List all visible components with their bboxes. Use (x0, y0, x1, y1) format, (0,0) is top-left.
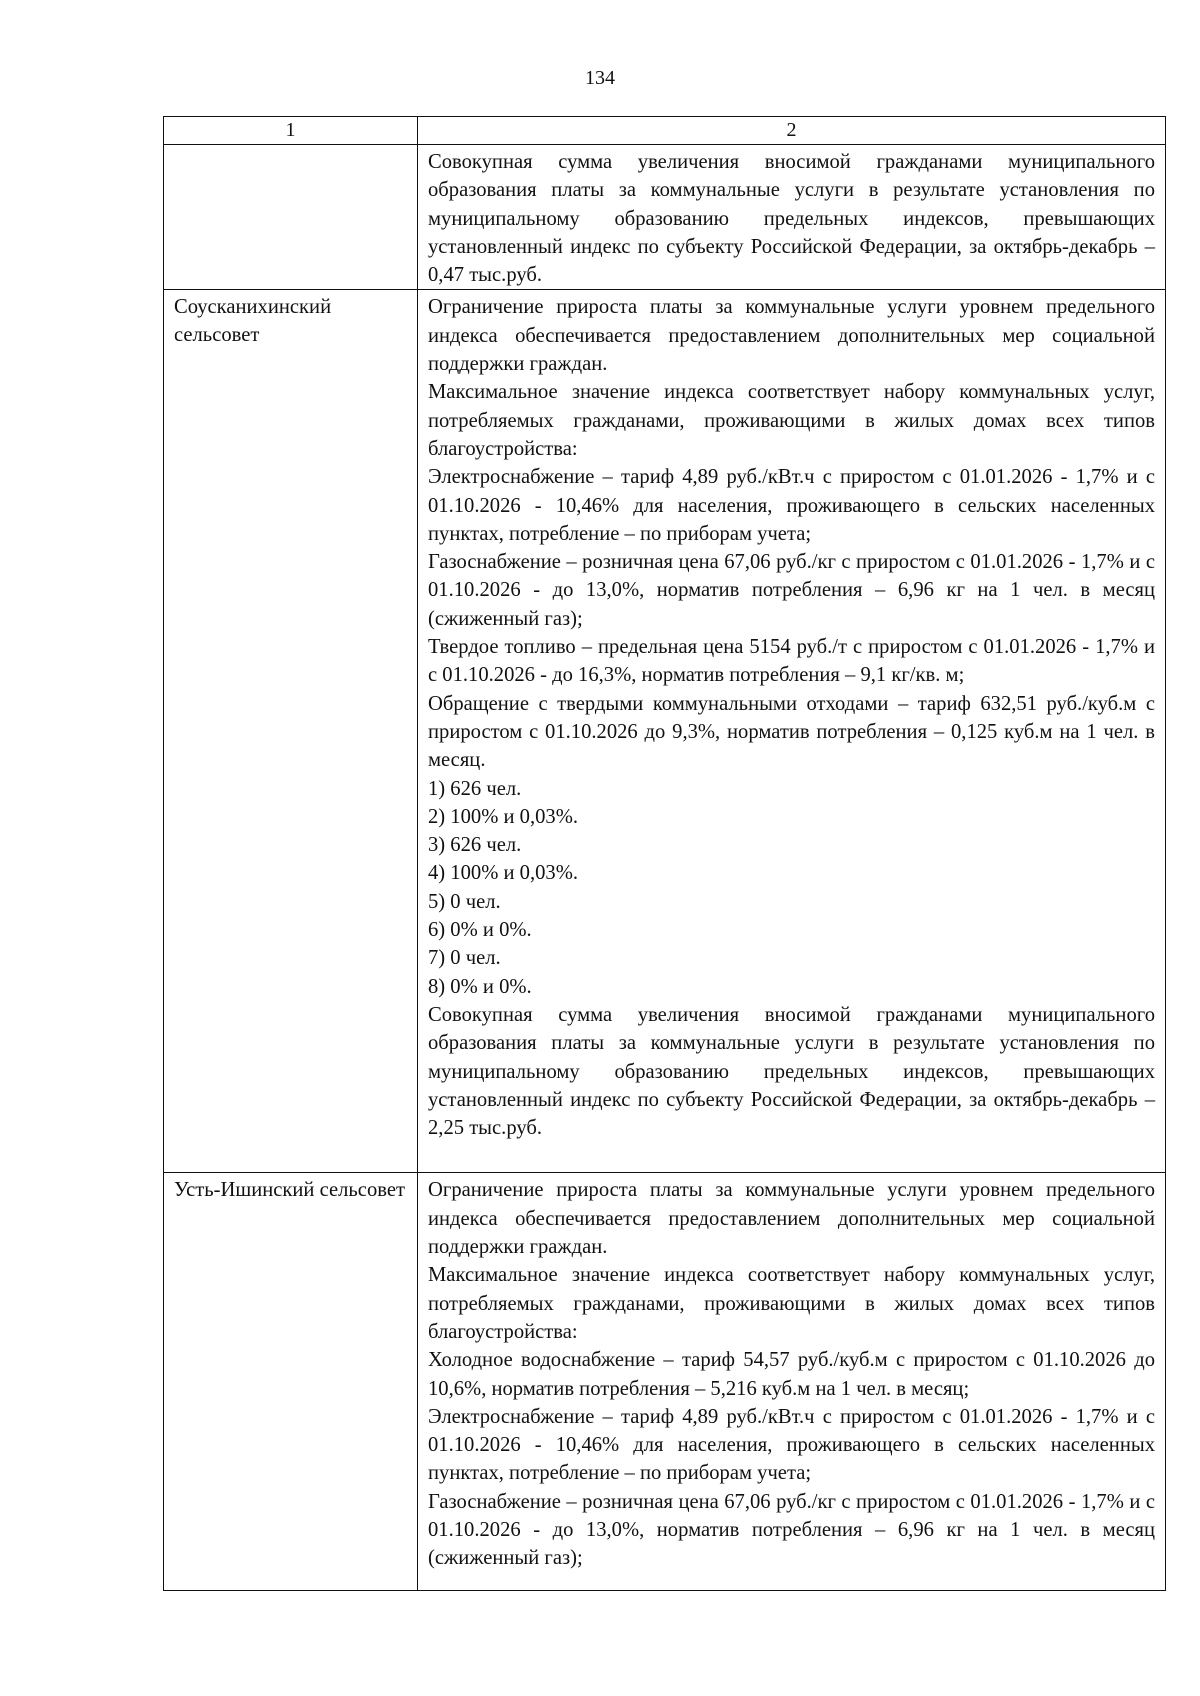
paragraph: Электроснабжение – тариф 4,89 руб./кВт.ч с приростом с 01.01.2026 - 1,7% и с 01.10.2026 - 10,46% для населения, проживающего в сельских населенных пунктах, потребление – по приборам учета; (428, 466, 1155, 545)
paragraph: Ограничение прироста платы за коммунальные услуги уровнем предельного индекса обеспечивается предоставлением дополнительных мер социальной поддержки граждан. (428, 1179, 1155, 1259)
list-item: 6) 0% и 0%. (428, 919, 532, 942)
municipal-table (163, 116, 1166, 1591)
list-item: 7) 0 чел. (428, 947, 501, 970)
summary-paragraph: Совокупная сумма увеличения вносимой гражданами муниципального образования платы за коммунальные услуги в результате установления по муниципальному образованию предельных индексов, превышающих установленный индекс по субъекту Российской Федерации, за октябрь-декабрь – 0,47 тыс.руб. (428, 151, 1155, 287)
paragraph: Твердое топливо – предельная цена 5154 руб./т с приростом с 01.01.2026 - 1,7% и с 01.10.2026 - до 16,3%, норматив потребления – 9,1 кг/кв. м; (428, 636, 1155, 687)
paragraph: Холодное водоснабжение – тариф 54,57 руб./куб.м с приростом с 01.10.2026 до 10,6%, норматив потребления – 5,216 куб.м на 1 чел. в месяц; (428, 1349, 1155, 1400)
page-number: 134 (585, 67, 615, 89)
list-item: 2) 100% и 0,03%. (428, 805, 579, 828)
paragraph: Ограничение прироста платы за коммунальные услуги уровнем предельного индекса обеспечивается предоставлением дополнительных мер социальной поддержки граждан. (428, 296, 1155, 376)
paragraph: Газоснабжение – розничная цена 67,06 руб./кг с приростом с 01.01.2026 - 1,7% и с 01.10.2026 - до 13,0%, норматив потребления – 6,96 кг на 1 чел. в месяц (сжиженный газ); (428, 1490, 1155, 1570)
paragraph: Максимальное значение индекса соответствует набору коммунальных услуг, потребляемых гражданами, проживающими в жилых домах всех типов благоустройства: (428, 1264, 1155, 1343)
column-header-2: 2 (418, 117, 1166, 145)
summary-paragraph: Совокупная сумма увеличения вносимой гражданами муниципального образования платы за коммунальные услуги в результате установления по муниципальному образованию предельных индексов, превышающих установленный индекс по субъекту Российской Федерации, за октябрь-декабрь – 2,25 тыс.руб. (428, 1003, 1155, 1140)
list-item: 3) 626 чел. (428, 834, 522, 857)
municipality-name: Усть-Ишинский сельсовет (164, 1173, 418, 1591)
list-item: 4) 100% и 0,03%. (428, 862, 579, 885)
list-item: 1) 626 чел. (428, 777, 522, 800)
table-header-row (164, 117, 1166, 145)
table-row (164, 145, 1166, 290)
paragraph: Газоснабжение – розничная цена 67,06 руб./кг с приростом с 01.01.2026 - 1,7% и с 01.10.2026 - до 13,0%, норматив потребления – 6,96 кг на 1 чел. в месяц (сжиженный газ); (428, 551, 1155, 630)
paragraph: Максимальное значение индекса соответствует набору коммунальных услуг, потребляемых гражданами, проживающими в жилых домах всех типов благоустройства: (428, 381, 1155, 460)
column-header-1: 1 (164, 117, 418, 145)
municipality-name (164, 145, 418, 290)
table-row (164, 1173, 1166, 1591)
measures-cell (418, 290, 1166, 1173)
measures-cell (418, 1173, 1166, 1591)
measures-cell (418, 145, 1166, 290)
list-item: 5) 0 чел. (428, 890, 501, 913)
list-item: 8) 0% и 0%. (428, 975, 532, 998)
table-row (164, 290, 1166, 1173)
municipality-name: Соусканихинский сельсовет (164, 290, 418, 1173)
paragraph: Обращение с твердыми коммунальными отходами – тариф 632,51 руб./куб.м с приростом с 01.10.2026 до 9,3%, норматив потребления – 0,125 куб.м на 1 чел. в месяц. (428, 692, 1155, 772)
paragraph: Электроснабжение – тариф 4,89 руб./кВт.ч с приростом с 01.01.2026 - 1,7% и с 01.10.2026 - 10,46% для населения, проживающего в сельских населенных пунктах, потребление – по приборам учета; (428, 1405, 1155, 1485)
